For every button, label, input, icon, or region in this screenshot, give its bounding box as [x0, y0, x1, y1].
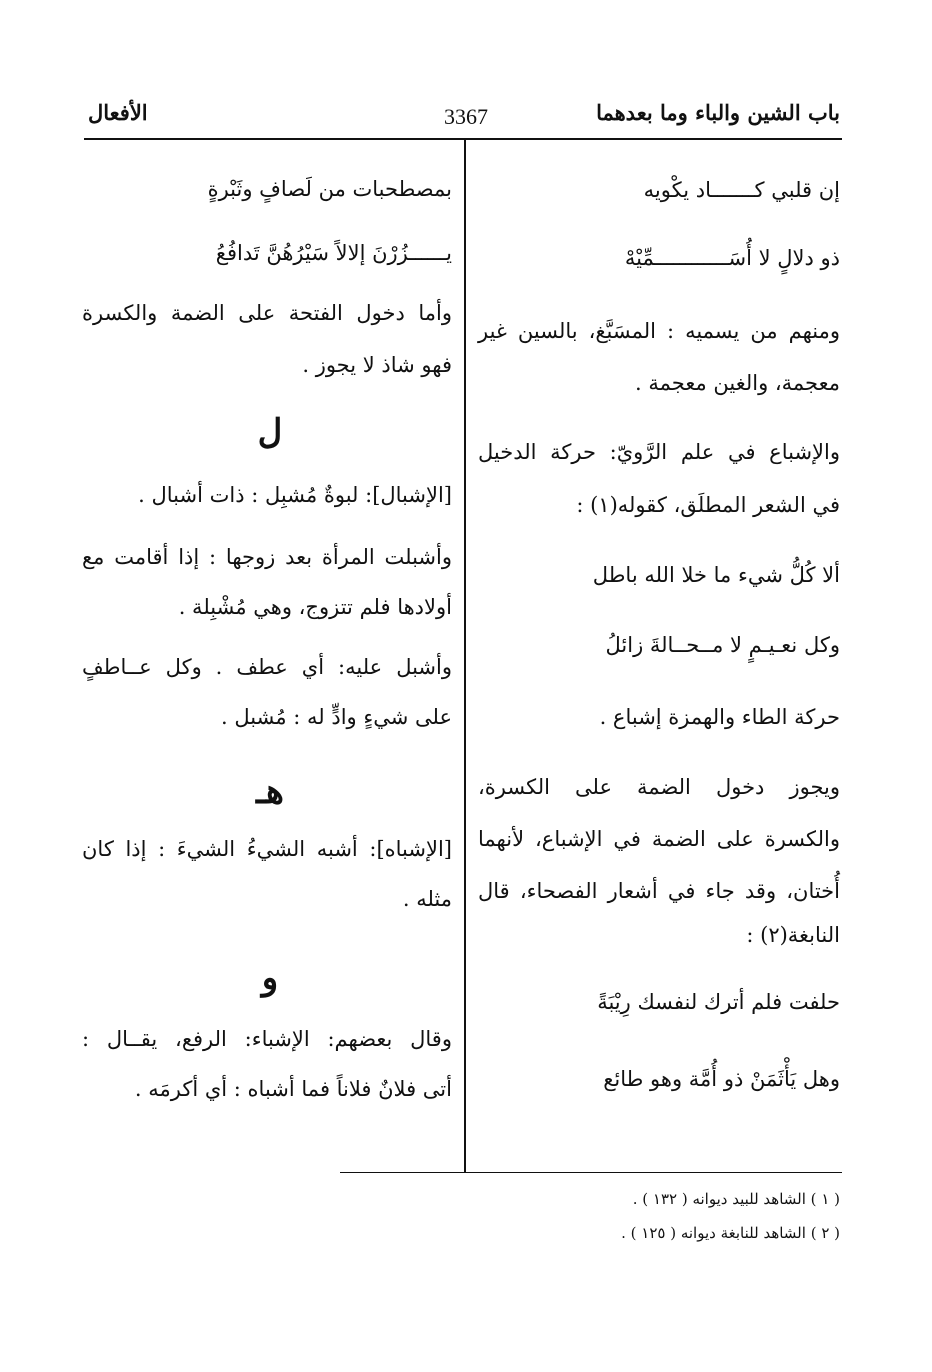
footnote: ( ٢ ) الشاهد للنابغة ديوانه ( ١٢٥ ) .	[621, 1224, 840, 1242]
paragraph-line: أُختان، وقد جاء في أشعار الفصحاء، قال	[478, 879, 840, 903]
verse-line: يــــــزُرْنَ إلالاً سَيْرُهُنَّ تَدافُعُ	[215, 241, 452, 265]
paragraph-line: ومنهم من يسميه : المسَبَّغ، بالسين غير	[478, 319, 840, 343]
header-rule	[84, 138, 842, 140]
column-divider	[464, 140, 466, 1172]
section-title: الأفعال	[88, 100, 148, 125]
section-letter: ل	[257, 412, 283, 452]
entry-line: مثله .	[402, 887, 452, 911]
verse-line: بمصطحبات من لَصافٍ وثَبْرةٍ	[207, 177, 452, 201]
entry-line: وقال بعضهم: الإشباء: الرفع، يقــال :	[82, 1027, 452, 1051]
entry-line: أولادها فلم تتزوج، وهي مُشْبِلة .	[178, 595, 452, 619]
paragraph-line: النابغة(٢) :	[746, 923, 840, 947]
section-letter: و	[261, 958, 279, 998]
chapter-title: باب الشين والباء وما بعدهما	[596, 100, 840, 125]
paragraph-line: والإشباع في علم الرَّويّ: حركة الدخيل	[478, 440, 840, 464]
paragraph-line: ويجوز دخول الضمة على الكسرة،	[478, 775, 840, 799]
paragraph-line: والكسرة على الضمة في الإشباع، لأنهما	[478, 827, 840, 851]
entry-line: أتى فلانٌ فلاناً فما أشباه : أي أكرمَه .	[134, 1077, 452, 1101]
verse-line: ألا كُلُّ شيء ما خلا الله باطل	[592, 563, 840, 587]
paragraph-line: حركة الطاء والهمزة إشباع .	[599, 705, 840, 729]
paragraph-line: وأما دخول الفتحة على الضمة والكسرة	[82, 301, 452, 325]
entry-line: وأشبل عليه: أي عطف . وكل عــاطفٍ	[82, 655, 452, 679]
section-letter: هـ	[256, 772, 284, 812]
footnote-rule	[340, 1172, 842, 1173]
entry-line: على شيءٍ وادٍّ له : مُشبل .	[221, 705, 452, 729]
verse-line: وكل نعـيـمٍ لا مــحــالةَ زائلُ	[605, 633, 840, 657]
paragraph-line: فهو شاذ لا يجوز .	[302, 353, 452, 377]
paragraph-line: في الشعر المطلَق، كقوله(١) :	[576, 493, 840, 517]
verse-line: ذو دلالٍ لا أُسَــــــــــــمِّيْهْ	[624, 246, 840, 270]
page-number: 3367	[444, 104, 488, 129]
footnote: ( ١ ) الشاهد للبيد ديوانه ( ١٣٢ ) .	[632, 1190, 840, 1208]
verse-line: وهل يَأْثَمَنْ ذو أُمَّة وهو طائع	[603, 1067, 840, 1091]
verse-line: إن قلبي كـــــــاد يكْويه	[643, 178, 840, 202]
verse-line: حلفت فلم أترك لنفسك رِيْبَةً	[597, 990, 840, 1014]
entry-line: وأشبلت المرأة بعد زوجها : إذا أقامت مع	[82, 545, 452, 569]
entry-line: [الإشباه]: أشبه الشيءُ الشيءَ : إذا كان	[82, 837, 452, 861]
paragraph-line: معجمة، والغين معجمة .	[635, 371, 840, 395]
entry-line: [الإشبال]: لبوةٌ مُشبِل : ذات أشبال .	[138, 483, 452, 507]
